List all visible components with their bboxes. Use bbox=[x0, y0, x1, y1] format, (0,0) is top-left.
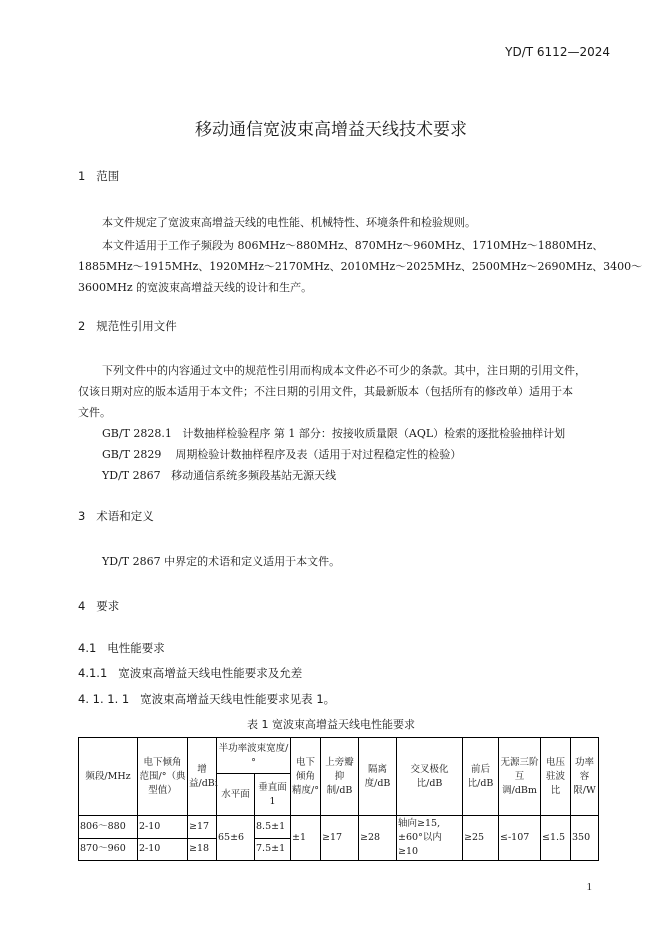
cell-gain: ≥17 bbox=[188, 816, 217, 839]
cell-xpol bbox=[397, 816, 463, 861]
cell-pim: ≤-107 bbox=[499, 816, 541, 861]
cell-tilt: 2-10 bbox=[138, 816, 188, 839]
paragraph-line: 下列文件中的内容通过文中的规范性引用而构成本文件必不可少的条款。其中，注日期的引用文件， bbox=[102, 364, 586, 377]
cell-hpbw-horizontal: 65±6 bbox=[217, 816, 255, 861]
paragraph: 本文件规定了宽波束高增益天线的电性能、机械特性、环境条件和检验规则。 bbox=[102, 216, 476, 229]
reference-title: 周期检验计数抽样程序及表（适用于对过程稳定性的检验） bbox=[175, 448, 462, 461]
table-row bbox=[79, 816, 599, 839]
section-number: 1 bbox=[78, 169, 86, 183]
page-number: 1 bbox=[586, 881, 592, 893]
reference-item bbox=[102, 446, 461, 462]
cell-gain: ≥18 bbox=[188, 838, 217, 861]
reference-item bbox=[102, 467, 336, 483]
paragraph-line: 本文件适用于工作子频段为 806MHz～880MHz、870MHz～960MHz、1710MHz～1880MHz、 bbox=[102, 239, 604, 252]
cell-hpbw-vertical: 8.5±1 bbox=[255, 816, 291, 839]
document-code: YD/T 6112—2024 bbox=[505, 45, 610, 59]
section-title: 电性能要求 bbox=[107, 641, 165, 655]
header-sidelobe: 上旁瓣抑制/dB bbox=[321, 738, 359, 816]
paragraph-line: 文件。 bbox=[78, 406, 111, 419]
paragraph-line: 仅该日期对应的版本适用于本文件；不注日期的引用文件，其最新版本（包括所有的修改单）适用于本 bbox=[78, 385, 573, 398]
xpol-line: 轴向≥15, bbox=[398, 818, 441, 829]
cell-band: 806～880 bbox=[79, 816, 138, 839]
cell-tilt: 2-10 bbox=[138, 838, 188, 861]
cell-sidelobe: ≥17 bbox=[321, 816, 359, 861]
reference-code: YD/T 2867 bbox=[102, 469, 161, 482]
header-hpbw: 半功率波束宽度/° bbox=[217, 738, 291, 774]
cell-front-back: ≥25 bbox=[463, 816, 499, 861]
section-4-heading bbox=[78, 598, 119, 614]
cell-vswr: ≤1.5 bbox=[541, 816, 571, 861]
table-caption: 表 1 宽波束高增益天线电性能要求 bbox=[247, 718, 415, 731]
section-title: 宽波束高增益天线电性能要求见表 1。 bbox=[140, 692, 336, 706]
section-number: 3 bbox=[78, 509, 86, 523]
paragraph: YD/T 2867 中界定的术语和定义适用于本文件。 bbox=[102, 555, 341, 568]
subsection-heading bbox=[78, 640, 165, 656]
paragraph-line: 1885MHz～1915MHz、1920MHz～2170MHz、2010MHz～2025MHz、2500MHz～2690MHz、3400～ bbox=[78, 260, 643, 273]
header-pim: 无源三阶互调/dBm bbox=[499, 738, 541, 816]
header-gain: 增益/dBi bbox=[188, 738, 217, 816]
subsection-heading bbox=[78, 665, 302, 681]
section-2-heading bbox=[78, 318, 177, 334]
reference-title: 计数抽样检验程序 第 1 部分：按接收质量限（AQL）检索的逐批检验抽样计划 bbox=[182, 427, 566, 440]
cell-isolation: ≥28 bbox=[359, 816, 397, 861]
section-title: 范围 bbox=[96, 169, 120, 183]
cell-power: 350 bbox=[571, 816, 599, 861]
page-title: 移动通信宽波束高增益天线技术要求 bbox=[195, 120, 467, 140]
performance-table bbox=[78, 737, 598, 861]
subsection-heading bbox=[78, 691, 335, 707]
cell-hpbw-vertical: 7.5±1 bbox=[255, 838, 291, 861]
xpol-line: ±60°以内≥10 bbox=[398, 832, 442, 857]
header-hpbw-horizontal: 水平面 bbox=[217, 774, 255, 816]
section-3-heading bbox=[78, 508, 154, 524]
header-hpbw-vertical: 垂直面 1 bbox=[255, 774, 291, 816]
section-title: 宽波束高增益天线电性能要求及允差 bbox=[118, 666, 303, 680]
header-band: 频段/MHz bbox=[79, 738, 138, 816]
paragraph-line: 3600MHz 的宽波束高增益天线的设计和生产。 bbox=[78, 281, 313, 294]
section-title: 术语和定义 bbox=[96, 509, 154, 523]
header-isolation: 隔离度/dB bbox=[359, 738, 397, 816]
section-title: 要求 bbox=[96, 599, 120, 613]
reference-code: GB/T 2829 bbox=[102, 448, 162, 461]
section-number: 4.1.1 bbox=[78, 666, 108, 680]
header-front-back: 前后比/dB bbox=[463, 738, 499, 816]
section-1-heading bbox=[78, 168, 119, 184]
cell-band: 870～960 bbox=[79, 838, 138, 861]
section-number: 4 bbox=[78, 599, 86, 613]
section-number: 4. 1. 1. 1 bbox=[78, 692, 130, 706]
reference-title: 移动通信系统多频段基站无源天线 bbox=[171, 469, 337, 482]
section-number: 4.1 bbox=[78, 641, 97, 655]
section-number: 2 bbox=[78, 319, 86, 333]
reference-item bbox=[102, 425, 565, 441]
header-vswr: 电压驻波比 bbox=[541, 738, 571, 816]
header-xpol: 交叉极化比/dB bbox=[397, 738, 463, 816]
header-tilt-accuracy: 电下倾角精度/° bbox=[291, 738, 321, 816]
reference-code: GB/T 2828.1 bbox=[102, 427, 172, 440]
table-header-row bbox=[79, 738, 599, 774]
cell-tilt-accuracy: ±1 bbox=[291, 816, 321, 861]
section-title: 规范性引用文件 bbox=[96, 319, 177, 333]
header-power: 功率容限/W bbox=[571, 738, 599, 816]
header-tilt: 电下倾角范围/°（典型值） bbox=[138, 738, 188, 816]
